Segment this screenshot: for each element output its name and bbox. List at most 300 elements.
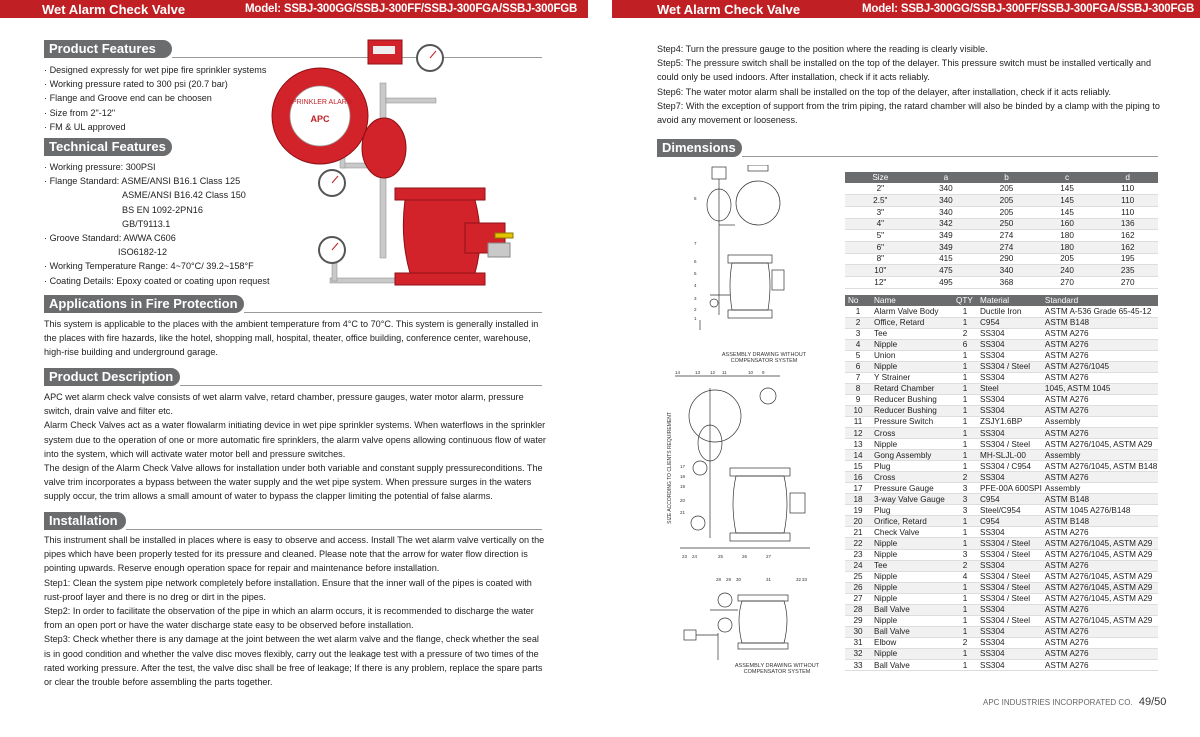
table-row xyxy=(845,218,1158,230)
table-cell: Y Strainer xyxy=(871,372,953,383)
flange-label: Flange Standard: xyxy=(49,176,120,187)
table-cell: Ductile Iron xyxy=(977,306,1042,317)
svg-text:21: 21 xyxy=(680,510,686,515)
table-cell: Reducer Bushing xyxy=(871,394,953,405)
table-row xyxy=(845,582,1158,593)
svg-text:33: 33 xyxy=(802,577,808,582)
table-cell: 1 xyxy=(953,593,977,604)
table-cell: Nipple xyxy=(871,439,953,450)
table-cell: 205 xyxy=(976,206,1037,218)
table-row xyxy=(845,241,1158,253)
table-cell: Nipple xyxy=(871,615,953,626)
list-item: · Flange and Groove end can be choosen xyxy=(44,91,274,105)
assembly-drawing-1 xyxy=(690,165,800,350)
table-cell: C954 xyxy=(977,494,1042,505)
table-row xyxy=(845,571,1158,582)
section-rule xyxy=(180,385,542,386)
table-cell: Steel/C954 xyxy=(977,505,1042,516)
table-cell: Assembly xyxy=(1042,450,1158,461)
table-row xyxy=(845,383,1158,394)
table-cell: ASTM A276 xyxy=(1042,339,1158,350)
table-cell: 1 xyxy=(953,604,977,615)
table-cell: 23 xyxy=(845,549,871,560)
table-row xyxy=(845,439,1158,450)
table-cell: 3" xyxy=(845,206,916,218)
product-description-text xyxy=(44,390,547,504)
table-cell: 145 xyxy=(1037,195,1098,207)
table-cell: 11 xyxy=(845,416,871,427)
table-cell: 1 xyxy=(953,405,977,416)
table-cell: 1 xyxy=(953,439,977,450)
list-item: · FM & UL approved xyxy=(44,120,274,134)
table-cell: 4" xyxy=(845,218,916,230)
table-cell: 1 xyxy=(953,372,977,383)
table-row xyxy=(845,626,1158,637)
table-cell: SS304 / Steel xyxy=(977,439,1042,450)
svg-text:12: 12 xyxy=(710,370,716,375)
table-row xyxy=(845,483,1158,494)
table-cell: 1 xyxy=(953,516,977,527)
assembly-drawing-2 xyxy=(670,368,820,568)
table-cell: 2 xyxy=(953,560,977,571)
table-cell: SS304 xyxy=(977,604,1042,615)
table-cell: 3 xyxy=(953,494,977,505)
table-cell: ASTM A276 xyxy=(1042,648,1158,659)
svg-text:24: 24 xyxy=(692,554,698,559)
header-model-right: Model: SSBJ-300GG/SSBJ-300FF/SSBJ-300FGA/SSBJ-300FGB xyxy=(862,3,1195,15)
table-row xyxy=(845,394,1158,405)
table-cell: 162 xyxy=(1097,230,1158,242)
page-footer xyxy=(983,696,1166,708)
table-cell: 5" xyxy=(845,230,916,242)
table-cell: ASTM A276/1045, ASTM B148 xyxy=(1042,461,1158,472)
header-title-left: Wet Alarm Check Valve xyxy=(42,1,186,17)
list-item: · Designed expressly for wet pipe fire sprinkler systems xyxy=(44,63,274,77)
table-cell: SS304 xyxy=(977,637,1042,648)
table-cell: Nipple xyxy=(871,593,953,604)
column-header: QTY xyxy=(953,295,977,306)
table-cell: 28 xyxy=(845,604,871,615)
table-row xyxy=(845,505,1158,516)
svg-text:1: 1 xyxy=(694,316,697,321)
table-cell: 145 xyxy=(1037,183,1098,195)
table-row xyxy=(845,593,1158,604)
table-row xyxy=(845,350,1158,361)
table-cell: Tee xyxy=(871,328,953,339)
table-cell: Assembly xyxy=(1042,483,1158,494)
table-cell: 1 xyxy=(953,461,977,472)
table-cell: C954 xyxy=(977,516,1042,527)
table-cell: ZSJY1.6BP xyxy=(977,416,1042,427)
table-cell: 25 xyxy=(845,571,871,582)
groove-standard-2: ISO6182-12 xyxy=(118,247,168,258)
table-row xyxy=(845,253,1158,265)
table-cell: 21 xyxy=(845,527,871,538)
table-cell: 195 xyxy=(1097,253,1158,265)
table-cell: SS304 / Steel xyxy=(977,549,1042,560)
flange-standard-2: ASME/ANSI B16.42 Class 150 xyxy=(122,190,246,201)
table-cell: 27 xyxy=(845,593,871,604)
svg-text:29: 29 xyxy=(726,577,732,582)
svg-text:3: 3 xyxy=(694,296,697,301)
table-row xyxy=(845,637,1158,648)
table-cell: 30 xyxy=(845,626,871,637)
table-cell: 12 xyxy=(845,428,871,439)
applications-text: This system is applicable to the places with the ambient temperature from 4°C to 70°C. This system is generally installed in the places with fire hazards, like the hotel, shopping mall, hospital, theater, office building, conference center, warehouse, high-rise building and underground garage. xyxy=(44,319,539,358)
table-cell: 1 xyxy=(953,383,977,394)
table-cell: 274 xyxy=(976,241,1037,253)
section-heading-technical-features: Technical Features xyxy=(44,138,172,156)
section-heading-dimensions: Dimensions xyxy=(657,139,742,157)
table-cell: 1045, ASTM 1045 xyxy=(1042,383,1158,394)
list-item: · Coating Details: Epoxy coated or coating upon request xyxy=(44,274,274,288)
table-row xyxy=(845,372,1158,383)
table-cell: ASTM A276 xyxy=(1042,350,1158,361)
table-cell: Ball Valve xyxy=(871,604,953,615)
table-cell: 3 xyxy=(953,483,977,494)
table-cell: 180 xyxy=(1037,230,1098,242)
table-cell: Nipple xyxy=(871,648,953,659)
table-row xyxy=(845,405,1158,416)
list-item: · Size from 2"-12" xyxy=(44,106,274,120)
svg-text:5: 5 xyxy=(694,271,697,276)
table-cell: 33 xyxy=(845,660,871,671)
svg-text:6: 6 xyxy=(694,259,697,264)
table-row xyxy=(845,560,1158,571)
header-bar-left xyxy=(0,0,588,18)
section-heading-applications: Applications in Fire Protection xyxy=(44,295,244,313)
table-cell: Pressure Gauge xyxy=(871,483,953,494)
flange-standard-3: BS EN 1092-2PN16 xyxy=(122,204,203,215)
table-cell: 1 xyxy=(953,428,977,439)
column-header: Standard xyxy=(1042,295,1158,306)
table-cell: 342 xyxy=(916,218,977,230)
table-cell: 2 xyxy=(953,328,977,339)
flange-standard-1: ASME/ANSI B16.1 Class 125 xyxy=(121,176,241,187)
list-item: · Working Temperature Range: 4~70°C/ 39.2~158°F xyxy=(44,259,274,273)
section-rule xyxy=(126,529,542,530)
table-cell: 110 xyxy=(1097,183,1158,195)
table-cell: 2.5" xyxy=(845,195,916,207)
paragraph: Step3: Check whether there is any damage at the joint between the wet alarm valve and the flange, check whether the seal is in good condition and whether the valve disc moves flexibly, carry out the leakage test with a pressure of two times of the rated working pressure. After the test, the valve disc shall be free of leakage; If there is any problem, replace the spare parts or clear the trouble before assembling the parts together. xyxy=(44,634,543,688)
table-cell: SS304 xyxy=(977,472,1042,483)
table-cell: Orifice, Retard xyxy=(871,516,953,527)
table-cell: SS304 / Steel xyxy=(977,582,1042,593)
list-item: · Working pressure rated to 300 psi (20.7 bar) xyxy=(44,77,274,91)
section-heading-product-features: Product Features xyxy=(44,40,172,58)
table-row xyxy=(845,265,1158,277)
svg-text:20: 20 xyxy=(680,498,686,503)
table-cell: 24 xyxy=(845,560,871,571)
table-header-row xyxy=(845,172,1158,183)
table-cell: 235 xyxy=(1097,265,1158,277)
table-cell: SS304 / Steel xyxy=(977,571,1042,582)
svg-text:32: 32 xyxy=(796,577,802,582)
table-cell: SS304 xyxy=(977,527,1042,538)
table-cell: 29 xyxy=(845,615,871,626)
table-cell: ASTM B148 xyxy=(1042,516,1158,527)
table-row xyxy=(845,516,1158,527)
table-cell: ASTM B148 xyxy=(1042,317,1158,328)
table-cell: 6 xyxy=(845,361,871,372)
table-cell: ASTM B148 xyxy=(1042,494,1158,505)
table-cell: Reducer Bushing xyxy=(871,405,953,416)
table-cell: 290 xyxy=(976,253,1037,265)
table-cell: ASTM A276 xyxy=(1042,604,1158,615)
table-cell: SS304 xyxy=(977,394,1042,405)
table-cell: 270 xyxy=(1037,277,1098,289)
svg-text:14: 14 xyxy=(675,370,681,375)
table-cell: 19 xyxy=(845,505,871,516)
table-cell: ASTM A276/1045, ASTM A29 xyxy=(1042,549,1158,560)
section-heading-installation: Installation xyxy=(44,512,126,530)
table-cell: ASTM A276 xyxy=(1042,626,1158,637)
dimensions-table xyxy=(845,172,1158,289)
table-cell: 1 xyxy=(953,416,977,427)
table-row xyxy=(845,648,1158,659)
column-header: b xyxy=(976,172,1037,183)
drawing-caption-2: ASSEMBLY DRAWING WITHOUT COMPENSATOR SYSTEM xyxy=(734,663,820,675)
table-cell: 349 xyxy=(916,241,977,253)
svg-text:13: 13 xyxy=(695,370,701,375)
table-cell: SS304 / Steel xyxy=(977,615,1042,626)
table-cell: SS304 / Steel xyxy=(977,361,1042,372)
table-cell: 1 xyxy=(953,361,977,372)
table-cell: 1 xyxy=(953,582,977,593)
gong-label: SPRINKLER ALARM xyxy=(287,99,353,106)
table-cell: 12" xyxy=(845,277,916,289)
table-cell: 1 xyxy=(845,306,871,317)
table-cell: Nipple xyxy=(871,538,953,549)
table-cell: 18 xyxy=(845,494,871,505)
column-header: c xyxy=(1037,172,1098,183)
drawing-caption-1: ASSEMBLY DRAWING WITHOUT COMPENSATOR SYSTEM xyxy=(721,352,807,364)
column-header: Material xyxy=(977,295,1042,306)
table-cell: 8" xyxy=(845,253,916,265)
svg-text:17: 17 xyxy=(680,464,686,469)
table-cell: SS304 / Steel xyxy=(977,538,1042,549)
table-cell: ASTM A276 xyxy=(1042,394,1158,405)
svg-text:10: 10 xyxy=(748,370,754,375)
table-row xyxy=(845,527,1158,538)
table-row xyxy=(845,549,1158,560)
table-cell: 22 xyxy=(845,538,871,549)
table-cell: Elbow xyxy=(871,637,953,648)
header-title-right: Wet Alarm Check Valve xyxy=(657,1,801,17)
table-cell: 31 xyxy=(845,637,871,648)
table-cell: 3 xyxy=(953,549,977,560)
svg-text:18: 18 xyxy=(680,474,686,479)
table-cell: 9 xyxy=(845,394,871,405)
footer-company: APC INDUSTRIES INCORPORATED CO. xyxy=(983,698,1133,707)
table-cell: Ball Valve xyxy=(871,626,953,637)
paragraph: Step2: In order to facilitate the observation of the pipe in which an alarm occurs, it is recommended to discharge the water from an open port or have the water discharge state easy to be observed before installation. xyxy=(44,606,534,631)
paragraph: Step5: The pressure switch shall be installed on the top of the delayer. This pressure switch must be installed vertically and could only be used indoors. After installation, check if it acts reliably. xyxy=(657,58,1152,83)
table-cell: 145 xyxy=(1037,206,1098,218)
table-cell: ASTM A276 xyxy=(1042,372,1158,383)
table-cell: 20 xyxy=(845,516,871,527)
table-cell: Nipple xyxy=(871,571,953,582)
paragraph: Step1: Clean the system pipe network completely before installation. Ensure that the inner wall of the pipes is coated with rust-proof layer and there is no dreg or dirt in the pipes. xyxy=(44,577,532,602)
table-cell: ASTM A276/1045, ASTM A29 xyxy=(1042,571,1158,582)
table-cell: 340 xyxy=(916,183,977,195)
table-cell: Plug xyxy=(871,505,953,516)
table-cell: MH-SLJL-00 xyxy=(977,450,1042,461)
table-row xyxy=(845,339,1158,350)
table-cell: SS304 xyxy=(977,626,1042,637)
table-header-row xyxy=(845,295,1158,306)
flange-standard-4: GB/T9113.1 xyxy=(122,218,171,229)
header-model-left: Model: SSBJ-300GG/SSBJ-300FF/SSBJ-300FGA/SSBJ-300FGB xyxy=(245,3,578,15)
table-cell: 1 xyxy=(953,306,977,317)
paragraph: Step4: Turn the pressure gauge to the position where the reading is clearly visible. xyxy=(657,44,988,54)
table-cell: 15 xyxy=(845,461,871,472)
table-cell: Alarm Valve Body xyxy=(871,306,953,317)
installation-steps-continued xyxy=(657,42,1162,127)
table-cell: 2 xyxy=(845,317,871,328)
table-cell: Steel xyxy=(977,383,1042,394)
table-cell: 13 xyxy=(845,439,871,450)
paragraph: This instrument shall be installed in places where is easy to observe and access. Install The wet alarm valve vertically on the pipes which have been properly tested for its pressure and cleaned. Please note that the arrow for water flow direction is pointing upwards. Reserve enough operation space for repair and maintenance before installation. xyxy=(44,535,545,574)
product-image xyxy=(270,38,518,308)
table-cell: 136 xyxy=(1097,218,1158,230)
table-cell: 3 xyxy=(845,328,871,339)
svg-text:31: 31 xyxy=(766,577,772,582)
technical-features-list xyxy=(44,160,274,288)
table-row xyxy=(845,361,1158,372)
table-cell: 6" xyxy=(845,241,916,253)
paragraph: Alarm Check Valves act as a water flowalarm initiating device in wet pipe sprinkler systems. When waterflows in the sprinkler system due to the operation of one or more automatic fire sprinklers, the alarm valve opens allowing continuous flow of water into the system, which will activate water motor bell and pressure switches. xyxy=(44,420,546,459)
svg-text:25: 25 xyxy=(718,554,724,559)
gong-logo: APC xyxy=(310,114,330,124)
table-cell: 4 xyxy=(845,339,871,350)
header-bar-right xyxy=(612,0,1200,18)
table-cell: Assembly xyxy=(1042,416,1158,427)
table-cell: ASTM A276/1045, ASTM A29 xyxy=(1042,593,1158,604)
table-cell: Cross xyxy=(871,472,953,483)
table-cell: 1 xyxy=(953,615,977,626)
table-cell: ASTM A276 xyxy=(1042,328,1158,339)
table-cell: 1 xyxy=(953,394,977,405)
table-cell: 180 xyxy=(1037,241,1098,253)
table-cell: SS304 xyxy=(977,560,1042,571)
svg-text:30: 30 xyxy=(736,577,742,582)
paragraph: APC wet alarm check valve consists of wet alarm valve, retard chamber, pressure gauges, water motor alarm, pressure switch, drain valve and filter etc. xyxy=(44,392,524,417)
table-row xyxy=(845,306,1158,317)
table-cell: Check Valve xyxy=(871,527,953,538)
svg-text:19: 19 xyxy=(680,484,686,489)
svg-text:9: 9 xyxy=(762,370,765,375)
paragraph: Step7: With the exception of support from the trim piping, the ratard chamber will also be binded by a clamp with the piping to avoid any movement or looseness. xyxy=(657,100,1160,126)
table-row xyxy=(845,195,1158,207)
table-cell: Pressure Switch xyxy=(871,416,953,427)
product-features-list xyxy=(44,63,274,134)
table-cell: SS304 xyxy=(977,405,1042,416)
table-cell: 1 xyxy=(953,538,977,549)
installation-text xyxy=(44,533,547,689)
table-cell: 26 xyxy=(845,582,871,593)
table-cell: Ball Valve xyxy=(871,660,953,671)
table-cell: 160 xyxy=(1037,218,1098,230)
column-header: Size xyxy=(845,172,916,183)
table-cell: Office, Retard xyxy=(871,317,953,328)
table-cell: ASTM A276 xyxy=(1042,428,1158,439)
table-cell: 7 xyxy=(845,372,871,383)
table-cell: 1 xyxy=(953,350,977,361)
table-row xyxy=(845,472,1158,483)
table-cell: ASTM 1045 A276/B148 xyxy=(1042,505,1158,516)
table-row xyxy=(845,538,1158,549)
table-row xyxy=(845,494,1158,505)
table-cell: 10" xyxy=(845,265,916,277)
table-cell: ASTM A276/1045, ASTM A29 xyxy=(1042,615,1158,626)
assembly-drawing-3 xyxy=(680,575,810,667)
table-cell: 1 xyxy=(953,450,977,461)
table-row xyxy=(845,428,1158,439)
table-cell: 1 xyxy=(953,626,977,637)
table-row xyxy=(845,230,1158,242)
table-cell: Nipple xyxy=(871,339,953,350)
column-header: Name xyxy=(871,295,953,306)
table-row xyxy=(845,450,1158,461)
table-row xyxy=(845,461,1158,472)
table-cell: SS304 xyxy=(977,350,1042,361)
table-cell: 2" xyxy=(845,183,916,195)
svg-text:28: 28 xyxy=(716,577,722,582)
table-cell: 1 xyxy=(953,660,977,671)
table-cell: 475 xyxy=(916,265,977,277)
table-cell: 14 xyxy=(845,450,871,461)
table-cell: SS304 xyxy=(977,372,1042,383)
table-cell: ASTM A276 xyxy=(1042,405,1158,416)
table-cell: 274 xyxy=(976,230,1037,242)
table-cell: Gong Assembly xyxy=(871,450,953,461)
table-cell: 270 xyxy=(1097,277,1158,289)
table-cell: 4 xyxy=(953,571,977,582)
table-cell: 17 xyxy=(845,483,871,494)
table-cell: 340 xyxy=(916,206,977,218)
table-cell: 340 xyxy=(916,195,977,207)
table-cell: SS304 xyxy=(977,428,1042,439)
table-cell: Cross xyxy=(871,428,953,439)
table-cell: 240 xyxy=(1037,265,1098,277)
table-row xyxy=(845,328,1158,339)
svg-text:7: 7 xyxy=(694,241,697,246)
svg-text:23: 23 xyxy=(682,554,688,559)
svg-text:4: 4 xyxy=(694,283,697,288)
svg-text:26: 26 xyxy=(742,554,748,559)
table-cell: C954 xyxy=(977,317,1042,328)
table-cell: 340 xyxy=(976,265,1037,277)
table-cell: 495 xyxy=(916,277,977,289)
table-cell: 5 xyxy=(845,350,871,361)
table-cell: 368 xyxy=(976,277,1037,289)
svg-text:27: 27 xyxy=(766,554,772,559)
table-cell: SS304 / Steel xyxy=(977,593,1042,604)
table-cell: 110 xyxy=(1097,206,1158,218)
table-cell: 10 xyxy=(845,405,871,416)
table-cell: 205 xyxy=(976,195,1037,207)
table-cell: ASTM A276 xyxy=(1042,472,1158,483)
table-cell: Union xyxy=(871,350,953,361)
table-row xyxy=(845,277,1158,289)
table-row xyxy=(845,615,1158,626)
table-row xyxy=(845,604,1158,615)
table-cell: SS304 xyxy=(977,339,1042,350)
column-header: d xyxy=(1097,172,1158,183)
table-cell: SS304 xyxy=(977,328,1042,339)
table-cell: 110 xyxy=(1097,195,1158,207)
